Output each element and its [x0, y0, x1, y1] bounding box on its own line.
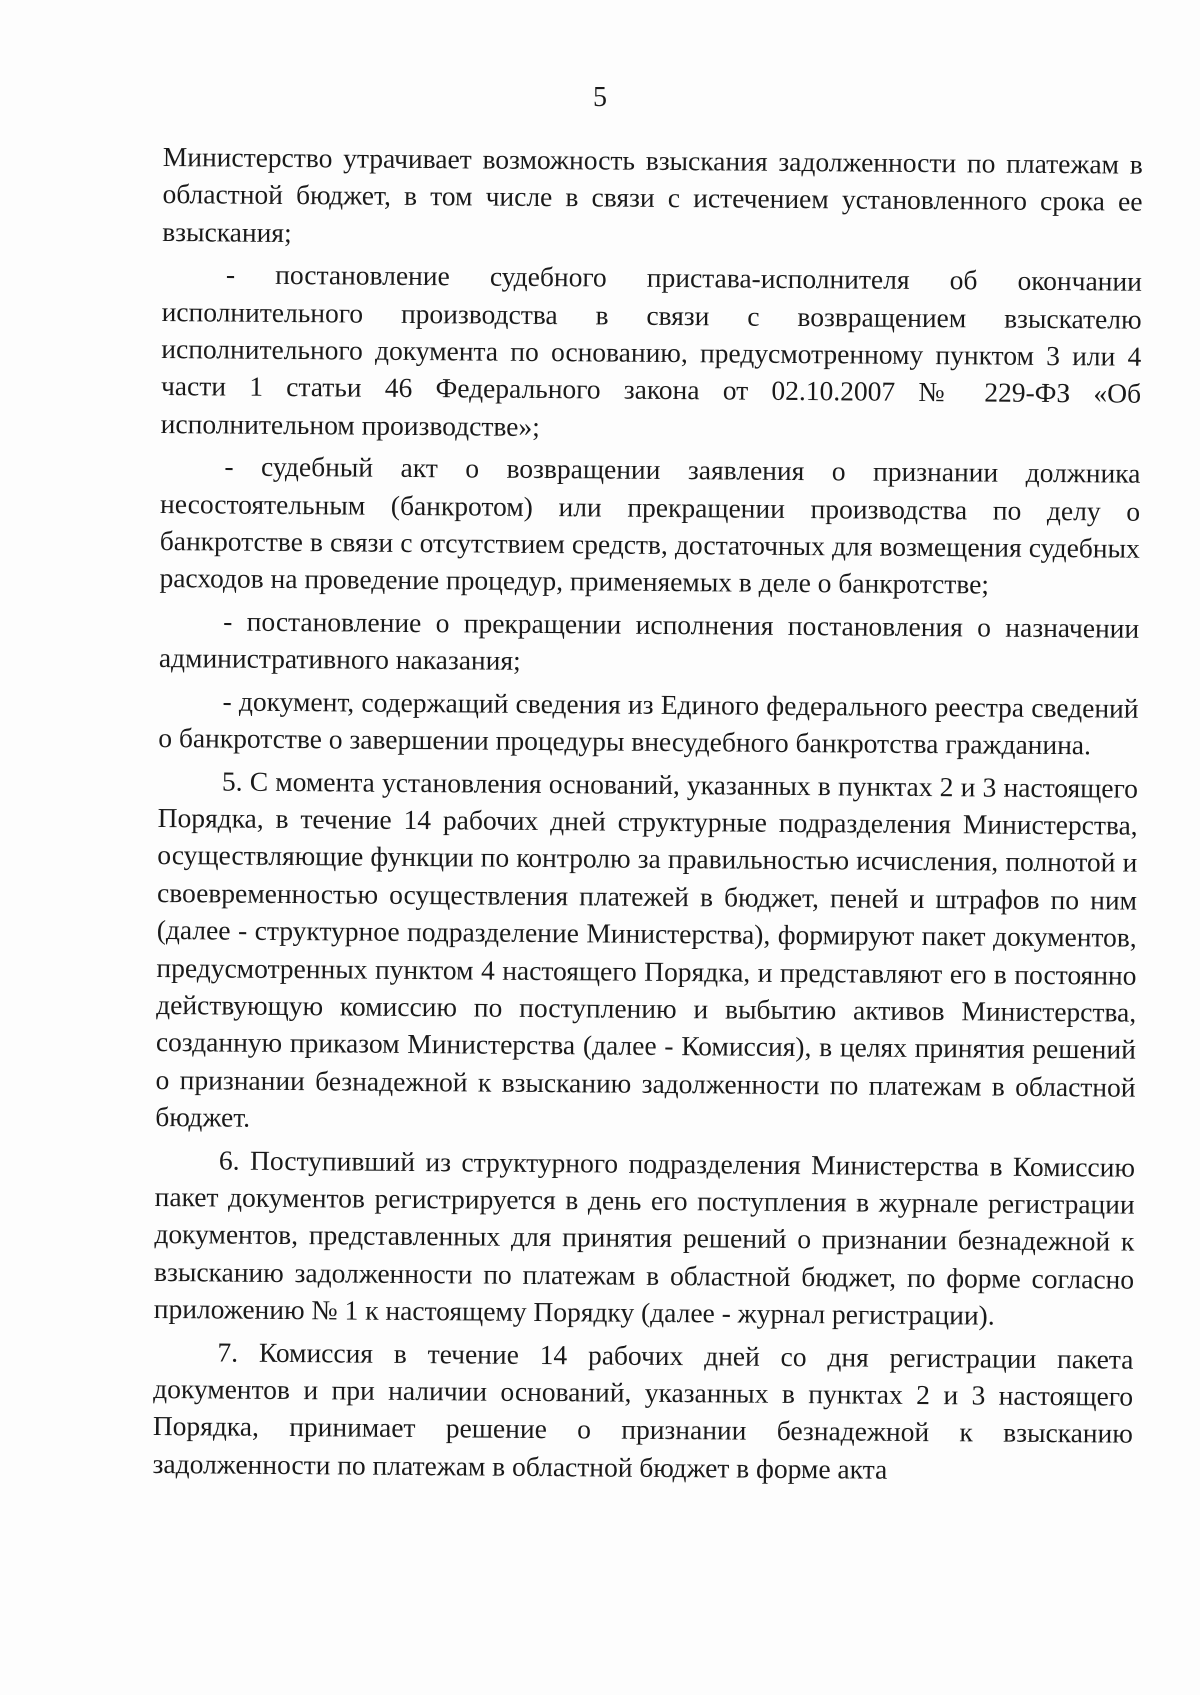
paragraph-administrative-penalty: - постановление о прекращении исполнения постановления о назначении административного наказания; [158, 605, 1140, 677]
paragraph-item-5: 5. С момента установления оснований, указанных в пунктах 2 и 3 настоящего Порядка, в течение 14 рабочих дней структурные подразделения Министерства, осуществляющие функции по контролю за правильностью исчисления, полнотой и своевременностью осуществления платежей в бюджет, пеней и штрафов по ним (далее - структурное подразделение Министерства), формируют пакет документов, предусмотренных пунктом 4 настоящего Порядка, и представляют его в постоянно действующую комиссию по поступлению и выбытию активов Министерства, созданную приказом Министерства (далее - Комиссия), в целях принятия решений о признании безнадежной к взысканию задолженности по платежам в областной бюджет. [155, 764, 1139, 1133]
paragraph-bankruptcy-court-act: - судебный акт о возвращении заявления о признании должника несостоятельным (банкротом) или прекращении производства по делу о банкротстве в связи с отсутствием средств, достаточных для возмещения судебных расходов на проведение процедур, применяемых в деле о банкротстве; [159, 450, 1141, 600]
paragraph-bankruptcy-registry: - документ, содержащий сведения из Единого федерального реестра сведений о банкротстве о завершении процедуры внесудебного банкротства гражданина. [158, 685, 1139, 761]
paragraph-bailiff-resolution: - постановление судебного пристава-исполнителя об окончании исполнительного производства в связи с возвращением взыскателю исполнительного документа по основанию, предусмотренному пунктом 3 или 4 части 1 статьи 46 Федерального закона от 02.10.2007 № 229-ФЗ «Об исполнительном производстве»; [160, 258, 1143, 442]
paragraph-item-7: 7. Комиссия в течение 14 рабочих дней со дня регистрации пакета документов и при наличии оснований, указанных в пунктах 2 и 3 настоящего Порядка, принимает решение о признании безнадежной к взысканию задолженности по платежам в областной бюджет в форме акта [152, 1336, 1134, 1485]
paragraph-continuation: Министерство утрачивает возможность взыскания задолженности по платежам в областной бюджет, в том числе в связи с истечением установленного срока ее взыскания; [162, 140, 1143, 248]
paragraph-item-6: 6. Поступивший из структурного подразделения Министерства в Комиссию пакет документов регистрируется в день его поступления в журнале регистрации документов, представленных для принятия решений о признании безнадежной к взысканию задолженности по платежам в областной бюджет, по форме согласно приложению № 1 к настоящему Порядку (далее - журнал регистрации). [153, 1144, 1136, 1331]
page-number: 5 [593, 82, 607, 113]
document-body [152, 138, 1143, 1490]
